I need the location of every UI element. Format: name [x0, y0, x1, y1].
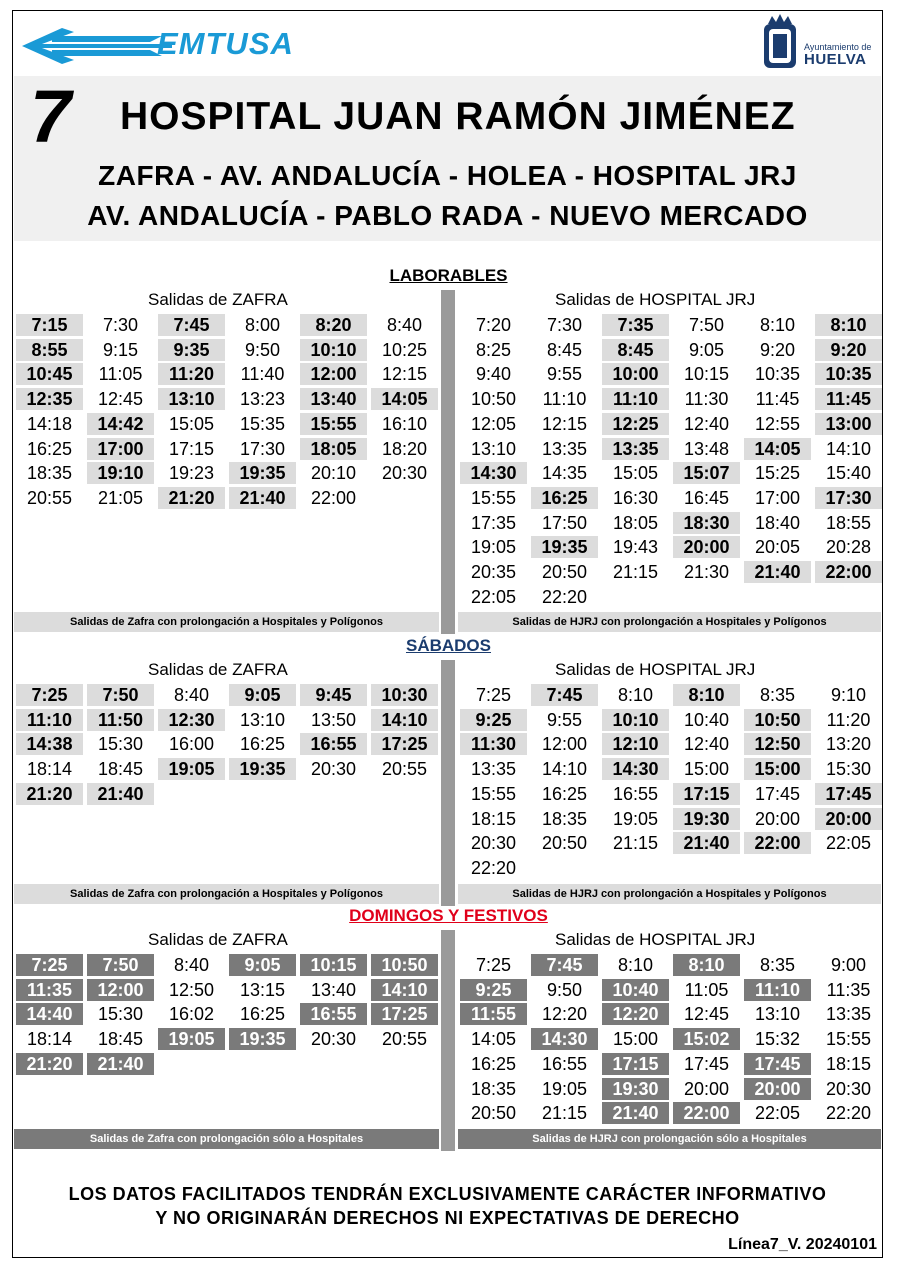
- departure-time: 7:15: [16, 314, 83, 336]
- departure-time: 11:30: [684, 389, 729, 410]
- departure-time: 19:05: [470, 537, 517, 558]
- departure-time: 7:35: [602, 314, 669, 336]
- departure-time: 21:40: [229, 487, 296, 509]
- departure-time: 8:10: [673, 684, 740, 706]
- departure-time: 7:45: [531, 954, 598, 976]
- departure-time: 21:20: [16, 1053, 83, 1075]
- departure-time: 18:55: [825, 512, 872, 533]
- departure-time: 15:35: [239, 413, 286, 434]
- departure-time: 15:55: [300, 413, 367, 435]
- departure-time: 10:15: [300, 954, 367, 976]
- departure-time: 13:10: [470, 438, 517, 459]
- left-column-title: Salidas de ZAFRA: [148, 660, 288, 679]
- departure-time: 17:15: [602, 1053, 669, 1075]
- departure-time: 17:15: [168, 438, 215, 459]
- departure-time: 9:05: [229, 684, 296, 706]
- departure-time: 11:10: [542, 389, 587, 410]
- departure-time: 15:00: [744, 758, 811, 780]
- departure-time: 14:38: [16, 733, 83, 755]
- departure-time: 20:10: [310, 463, 357, 484]
- departure-time: 14:30: [531, 1028, 598, 1050]
- departure-time: 7:25: [16, 954, 83, 976]
- departure-time: 13:50: [310, 709, 357, 730]
- departure-time: 18:05: [300, 438, 367, 460]
- version-label: Línea7_V. 20240101: [728, 1236, 877, 1253]
- departure-time: 10:30: [371, 684, 438, 706]
- departure-time: 20:30: [310, 759, 357, 780]
- departure-time: 12:05: [470, 413, 517, 434]
- departure-time: 7:30: [102, 315, 139, 335]
- departure-time: 22:05: [754, 1103, 801, 1124]
- departure-time: 14:10: [541, 759, 588, 780]
- departure-time: 16:55: [541, 1053, 588, 1074]
- departure-time: 11:35: [16, 979, 83, 1001]
- departure-time: 15:55: [470, 487, 517, 508]
- departure-time: 11:45: [815, 388, 882, 410]
- departure-time: 7:45: [158, 314, 225, 336]
- departure-time: 17:50: [541, 512, 588, 533]
- departure-time: 16:25: [239, 1004, 286, 1025]
- departure-time: 19:05: [158, 1028, 225, 1050]
- departure-time: 10:40: [683, 709, 730, 730]
- departure-time: 12:35: [16, 388, 83, 410]
- departure-time: 13:10: [158, 388, 225, 410]
- departure-time: 15:05: [168, 413, 215, 434]
- right-column-title: Salidas de HOSPITAL JRJ: [555, 930, 756, 949]
- departure-time: 12:30: [158, 709, 225, 731]
- departure-time: 11:10: [16, 709, 83, 731]
- departure-time: 21:40: [673, 832, 740, 854]
- section-title-laborables: LABORABLES: [389, 266, 508, 285]
- departure-time: 22:00: [673, 1102, 740, 1124]
- departure-time: 20:50: [541, 833, 588, 854]
- departure-time: 14:05: [371, 388, 438, 410]
- column-divider: [441, 930, 455, 1151]
- departure-time: 7:45: [531, 684, 598, 706]
- departure-time: 9:25: [460, 709, 527, 731]
- departure-time: 14:05: [470, 1029, 517, 1050]
- departure-time: 7:50: [688, 315, 725, 335]
- departure-time: 11:45: [755, 389, 800, 410]
- right-footnote: Salidas de HJRJ con prolongación sólo a Hospitales: [458, 1129, 881, 1149]
- departure-time: 16:25: [26, 438, 73, 459]
- departure-time: 12:15: [541, 413, 588, 434]
- departure-time: 11:40: [240, 364, 285, 385]
- departure-time: 19:30: [673, 808, 740, 830]
- departure-time: 9:05: [229, 954, 296, 976]
- departure-time: 13:35: [470, 759, 517, 780]
- departure-time: 8:20: [300, 314, 367, 336]
- departure-time: 16:55: [300, 1003, 367, 1025]
- section-title-domingos: DOMINGOS Y FESTIVOS: [349, 906, 548, 925]
- departure-time: 14:42: [87, 413, 154, 435]
- departure-time: 8:10: [759, 315, 796, 335]
- disclaimer-line-2: Y NO ORIGINARÁN DERECHOS NI EXPECTATIVAS DE DERECHO: [155, 1208, 740, 1228]
- departure-time: 13:23: [239, 389, 286, 410]
- departure-time: 13:15: [239, 979, 286, 1000]
- departure-time: 15:30: [97, 734, 144, 755]
- departure-time: 18:35: [541, 808, 588, 829]
- departure-time: 19:43: [612, 537, 659, 558]
- departure-time: 15:25: [754, 463, 801, 484]
- departure-time: 15:02: [673, 1028, 740, 1050]
- departure-time: 20:50: [470, 1103, 517, 1124]
- departure-time: 13:35: [541, 438, 588, 459]
- departure-time: 8:40: [173, 685, 210, 705]
- departure-time: 12:25: [602, 413, 669, 435]
- departure-time: 8:00: [244, 315, 281, 335]
- departure-time: 17:25: [371, 1003, 438, 1025]
- departure-time: 21:40: [744, 561, 811, 583]
- line-number: 7: [30, 75, 72, 158]
- departure-time: 16:45: [683, 487, 730, 508]
- departure-time: 10:15: [683, 364, 730, 385]
- departure-time: 20:00: [673, 536, 740, 558]
- crest-city: HUELVA: [804, 51, 867, 68]
- departure-time: 20:55: [381, 759, 428, 780]
- departure-time: 12:45: [683, 1004, 730, 1025]
- departure-time: 10:35: [754, 364, 801, 385]
- departure-time: 21:15: [612, 833, 659, 854]
- departure-time: 16:30: [612, 487, 659, 508]
- departure-time: 22:20: [825, 1103, 872, 1124]
- departure-time: 8:10: [673, 954, 740, 976]
- departure-time: 16:02: [168, 1004, 215, 1025]
- departure-time: 18:05: [612, 512, 659, 533]
- departure-time: 12:40: [683, 734, 730, 755]
- left-footnote: Salidas de Zafra con prolongación a Hospitales y Polígonos: [14, 884, 439, 904]
- departure-time: 17:45: [744, 1053, 811, 1075]
- departure-time: 7:25: [475, 685, 512, 705]
- departure-time: 7:50: [87, 684, 154, 706]
- left-footnote: Salidas de Zafra con prolongación a Hospitales y Polígonos: [14, 612, 439, 632]
- route-line-2: AV. ANDALUCÍA - PABLO RADA - NUEVO MERCADO: [87, 200, 808, 231]
- departure-time: 14:10: [825, 438, 872, 459]
- departure-time: 18:20: [381, 438, 428, 459]
- departure-time: 15:55: [825, 1029, 872, 1050]
- departure-time: 16:55: [612, 783, 659, 804]
- departure-time: 8:40: [386, 315, 423, 335]
- departure-time: 14:40: [16, 1003, 83, 1025]
- departure-time: 9:00: [830, 955, 867, 975]
- departure-time: 15:07: [673, 462, 740, 484]
- departure-time: 20:28: [825, 537, 872, 558]
- departure-time: 15:00: [683, 759, 730, 780]
- departure-time: 22:20: [470, 857, 517, 878]
- departure-time: 15:05: [612, 463, 659, 484]
- departure-time: 19:05: [612, 808, 659, 829]
- departure-time: 13:20: [825, 734, 872, 755]
- route-line-1: ZAFRA - AV. ANDALUCÍA - HOLEA - HOSPITAL JRJ: [98, 160, 797, 191]
- departure-time: 9:55: [546, 364, 583, 385]
- departure-time: 7:20: [475, 315, 512, 335]
- departure-time: 17:30: [815, 487, 882, 509]
- departure-time: 10:50: [744, 709, 811, 731]
- departure-time: 20:00: [683, 1078, 730, 1099]
- departure-time: 12:50: [744, 733, 811, 755]
- departure-time: 20:55: [381, 1029, 428, 1050]
- departure-time: 19:35: [229, 1028, 296, 1050]
- departure-time: 12:00: [87, 979, 154, 1001]
- departure-time: 14:05: [744, 438, 811, 460]
- departure-time: 18:15: [825, 1053, 872, 1074]
- departure-time: 17:45: [815, 783, 882, 805]
- departure-time: 22:00: [815, 561, 882, 583]
- departure-time: 19:35: [531, 536, 598, 558]
- departure-time: 10:50: [371, 954, 438, 976]
- departure-time: 11:20: [826, 709, 871, 730]
- departure-time: 13:10: [239, 709, 286, 730]
- departure-time: 11:30: [460, 733, 527, 755]
- departure-time: 13:40: [300, 388, 367, 410]
- departure-time: 15:00: [612, 1029, 659, 1050]
- section-title-sabados: SÁBADOS: [405, 636, 491, 655]
- departure-time: 20:30: [825, 1078, 872, 1099]
- departure-time: 12:20: [541, 1004, 588, 1025]
- departure-time: 13:35: [825, 1004, 872, 1025]
- departure-time: 8:10: [815, 314, 882, 336]
- departure-time: 13:00: [815, 413, 882, 435]
- departure-time: 9:55: [546, 709, 583, 730]
- departure-time: 11:20: [158, 363, 225, 385]
- departure-time: 13:48: [683, 438, 730, 459]
- departure-time: 19:35: [229, 462, 296, 484]
- departure-time: 10:40: [602, 979, 669, 1001]
- departure-time: 12:55: [754, 413, 801, 434]
- departure-time: 17:00: [754, 487, 801, 508]
- disclaimer-line-1: LOS DATOS FACILITADOS TENDRÁN EXCLUSIVAMENTE CARÁCTER INFORMATIVO: [68, 1184, 827, 1204]
- departure-time: 22:20: [541, 586, 588, 607]
- departure-time: 16:00: [168, 734, 215, 755]
- huelva-crest-icon: [760, 14, 800, 72]
- departure-time: 19:05: [541, 1078, 588, 1099]
- departure-time: 15:30: [825, 759, 872, 780]
- departure-time: 17:45: [754, 783, 801, 804]
- departure-time: 10:00: [602, 363, 669, 385]
- departure-time: 13:10: [754, 1004, 801, 1025]
- departure-time: 16:25: [239, 734, 286, 755]
- departure-time: 9:35: [158, 339, 225, 361]
- departure-time: 8:45: [546, 339, 583, 360]
- departure-time: 12:45: [97, 389, 144, 410]
- departure-time: 8:10: [617, 685, 654, 705]
- departure-time: 15:55: [470, 783, 517, 804]
- departure-time: 19:23: [168, 463, 215, 484]
- left-column-title: Salidas de ZAFRA: [148, 930, 288, 949]
- departure-time: 17:45: [683, 1053, 730, 1074]
- departure-time: 16:10: [381, 413, 428, 434]
- departure-time: 17:15: [673, 783, 740, 805]
- departure-time: 10:35: [815, 363, 882, 385]
- departure-time: 13:35: [602, 438, 669, 460]
- departure-time: 8:10: [617, 955, 654, 975]
- right-column-title: Salidas de HOSPITAL JRJ: [555, 660, 756, 679]
- departure-time: 11:35: [826, 979, 871, 1000]
- brand-name: EMTUSA: [157, 26, 294, 61]
- departure-time: 14:10: [371, 709, 438, 731]
- departure-time: 13:40: [310, 979, 357, 1000]
- departure-time: 21:40: [602, 1102, 669, 1124]
- departure-time: 21:20: [16, 783, 83, 805]
- departure-time: 17:25: [371, 733, 438, 755]
- right-column-title: Salidas de HOSPITAL JRJ: [555, 290, 756, 309]
- departure-time: 20:30: [381, 463, 428, 484]
- departure-time: 18:30: [673, 512, 740, 534]
- departure-time: 22:05: [825, 833, 872, 854]
- departure-time: 9:25: [460, 979, 527, 1001]
- departure-time: 14:35: [541, 463, 588, 484]
- departure-time: 8:25: [475, 339, 512, 360]
- departure-time: 14:30: [602, 758, 669, 780]
- departure-time: 12:00: [300, 363, 367, 385]
- departure-time: 9:40: [475, 364, 512, 385]
- departure-time: 20:55: [26, 487, 73, 508]
- left-column-title: Salidas de ZAFRA: [148, 290, 288, 309]
- departure-time: 16:25: [541, 783, 588, 804]
- departure-time: 20:50: [541, 562, 588, 582]
- departure-time: 20:30: [470, 833, 517, 854]
- departure-time: 19:10: [87, 462, 154, 484]
- departure-time: 10:50: [470, 389, 517, 410]
- departure-time: 9:10: [830, 685, 867, 705]
- departure-time: 9:20: [815, 339, 882, 361]
- departure-time: 16:25: [531, 487, 598, 509]
- departure-time: 22:00: [744, 832, 811, 854]
- departure-time: 20:30: [310, 1029, 357, 1050]
- departure-time: 10:10: [300, 339, 367, 361]
- left-footnote: Salidas de Zafra con prolongación sólo a Hospitales: [14, 1129, 439, 1149]
- departure-time: 18:45: [97, 759, 144, 780]
- departure-time: 10:10: [602, 709, 669, 731]
- departure-time: 15:40: [825, 463, 872, 484]
- column-divider: [441, 660, 455, 906]
- departure-time: 20:00: [815, 808, 882, 830]
- departure-time: 19:30: [602, 1078, 669, 1100]
- right-footnote: Salidas de HJRJ con prolongación a Hospitales y Polígonos: [458, 612, 881, 632]
- right-footnote: Salidas de HJRJ con prolongación a Hospitales y Polígonos: [458, 884, 881, 904]
- departure-time: 11:10: [602, 388, 669, 410]
- departure-time: 20:00: [754, 808, 801, 829]
- departure-time: 11:10: [744, 979, 811, 1001]
- departure-time: 18:14: [26, 759, 73, 780]
- destination-title: HOSPITAL JUAN RAMÓN JIMÉNEZ: [120, 95, 796, 138]
- departure-time: 21:20: [158, 487, 225, 509]
- departure-time: 9:50: [546, 979, 583, 1000]
- departure-time: 21:05: [97, 487, 144, 508]
- departure-time: 11:05: [98, 364, 143, 385]
- departure-time: 18:40: [754, 512, 801, 533]
- departure-time: 14:30: [460, 462, 527, 484]
- crest-caption: Ayuntamiento de: [804, 42, 872, 52]
- departure-time: 7:50: [87, 954, 154, 976]
- departure-time: 19:35: [229, 758, 296, 780]
- departure-time: 18:35: [26, 463, 73, 484]
- departure-time: 12:50: [168, 979, 215, 1000]
- departure-time: 21:40: [87, 783, 154, 805]
- departure-time: 22:00: [310, 487, 357, 508]
- departure-time: 11:55: [460, 1003, 527, 1025]
- departure-time: 20:35: [470, 562, 517, 582]
- departure-time: 7:25: [16, 684, 83, 706]
- departure-time: 7:25: [475, 955, 512, 975]
- departure-time: 8:55: [16, 339, 83, 361]
- departure-time: 8:35: [759, 955, 796, 975]
- departure-time: 10:25: [381, 339, 428, 360]
- departure-time: 12:40: [683, 413, 730, 434]
- departure-time: 15:32: [754, 1029, 801, 1050]
- departure-time: 14:18: [26, 413, 73, 434]
- departure-time: 21:15: [612, 562, 659, 582]
- departure-time: 17:30: [239, 438, 286, 459]
- departure-time: 18:35: [470, 1078, 517, 1099]
- departure-time: 18:15: [470, 808, 517, 829]
- departure-time: 8:45: [602, 339, 669, 361]
- departure-time: 9:05: [688, 339, 725, 360]
- departure-time: 12:00: [541, 734, 588, 755]
- departure-time: 11:50: [87, 709, 154, 731]
- departure-time: 22:05: [470, 586, 517, 607]
- departure-time: 21:40: [87, 1053, 154, 1075]
- departure-time: 21:15: [541, 1103, 588, 1124]
- departure-time: 9:45: [300, 684, 367, 706]
- departure-time: 19:05: [158, 758, 225, 780]
- departure-time: 12:20: [602, 1003, 669, 1025]
- departure-time: 17:35: [470, 512, 517, 533]
- departure-time: 16:25: [470, 1053, 517, 1074]
- column-divider: [441, 290, 455, 634]
- departure-time: 10:45: [16, 363, 83, 385]
- departure-time: 18:45: [97, 1029, 144, 1050]
- departure-time: 20:05: [754, 537, 801, 558]
- departure-time: 9:20: [759, 339, 796, 360]
- departure-time: 20:00: [744, 1078, 811, 1100]
- departure-time: 9:15: [102, 339, 139, 360]
- departure-time: 17:00: [87, 438, 154, 460]
- departure-time: 21:30: [683, 562, 730, 582]
- departure-time: 12:15: [381, 364, 428, 385]
- departure-time: 7:30: [546, 315, 583, 335]
- departure-time: 16:55: [300, 733, 367, 755]
- departure-time: 9:50: [244, 339, 281, 360]
- departure-time: 15:30: [97, 1004, 144, 1025]
- departure-time: 12:10: [602, 733, 669, 755]
- departure-time: 8:35: [759, 685, 796, 705]
- departure-time: 11:05: [684, 979, 729, 1000]
- departure-time: 14:10: [371, 979, 438, 1001]
- departure-time: 8:40: [173, 955, 210, 975]
- departure-time: 18:14: [26, 1029, 73, 1050]
